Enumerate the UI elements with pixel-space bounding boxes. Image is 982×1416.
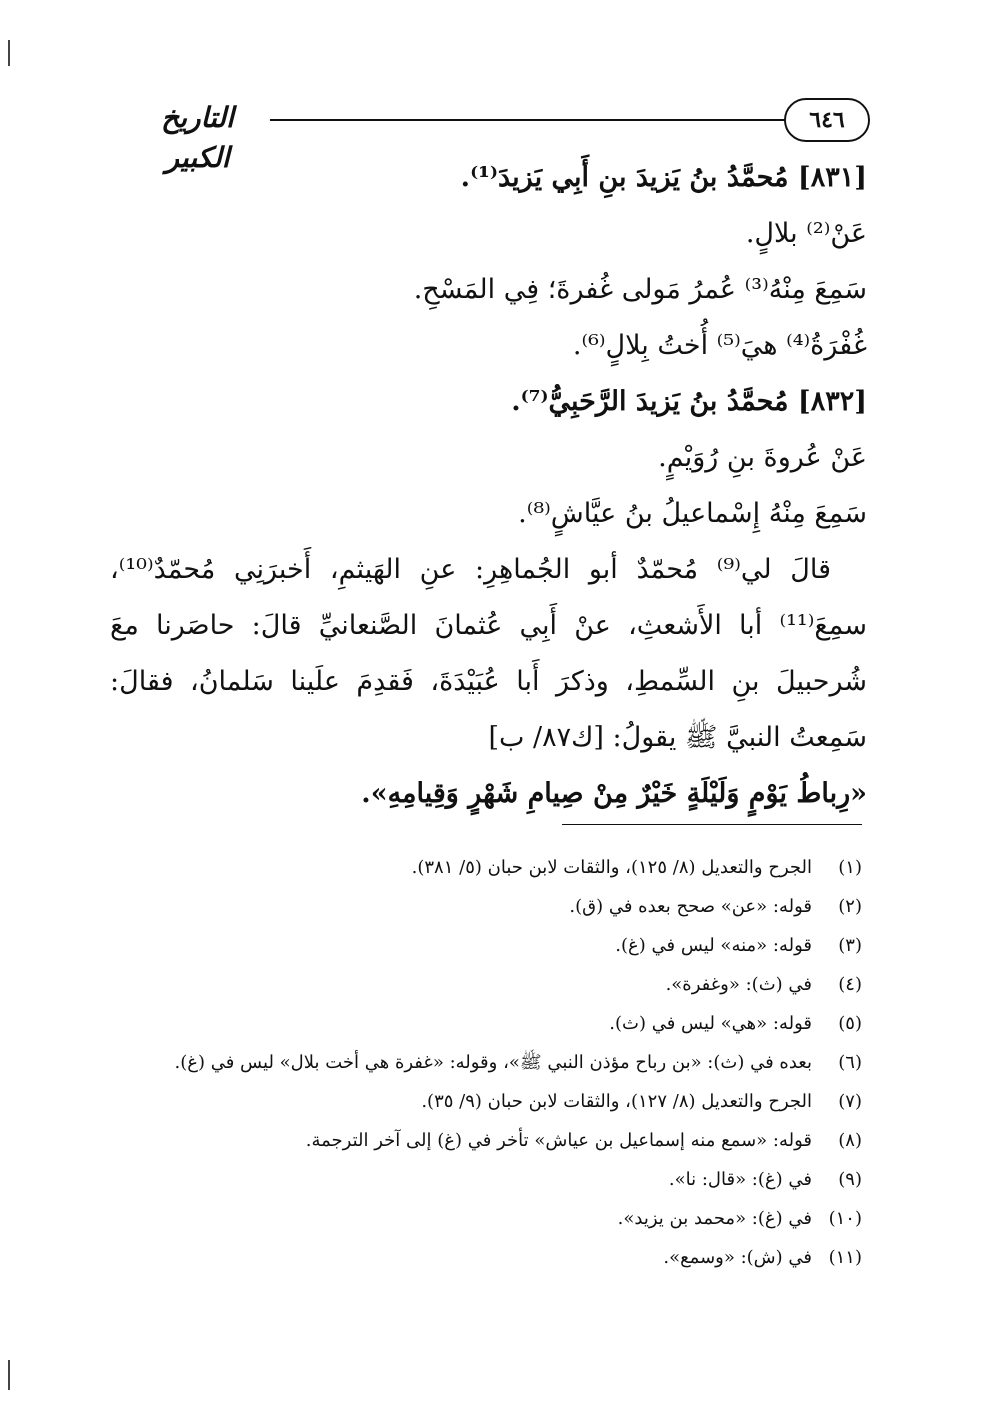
header-rule [270, 119, 786, 121]
running-title: التاريخ الكبير [161, 101, 234, 174]
scan-edge-mark [8, 1360, 10, 1390]
footnote-text: قوله: «عن» صحح بعده في (ق). [569, 896, 812, 917]
footnote-text: الجرح والتعديل (٨/ ١٢٧)، والثقات لابن حبان (٩/ ٣٥). [421, 1091, 812, 1112]
footnote [110, 1160, 862, 1199]
footnote-number: (٥) [838, 1013, 862, 1034]
entry-line: عَنْ عُروةَ بنِ رُوَيْمٍ. [658, 442, 867, 473]
footnote [110, 1004, 862, 1043]
footnote-number: (٣) [838, 935, 862, 956]
footnote-text: في (ش): «وسمع». [663, 1247, 812, 1268]
footnote-number: (١) [838, 857, 862, 878]
footnote [110, 926, 862, 965]
footnote [110, 965, 862, 1004]
footnote-text: في (غ): «قال: نا». [668, 1169, 812, 1190]
footnote-number: (١١) [828, 1247, 862, 1268]
entry-line: عَنْ⁽²⁾ بلالٍ. [745, 218, 867, 249]
entry-line: سَمِعَ مِنْهُ⁽³⁾ عُمرُ مَولى غُفرةَ؛ فِي المَسْحِ. [413, 274, 867, 305]
footnote-number: (٤) [838, 974, 862, 995]
footnote-text: الجرح والتعديل (٨/ ١٢٥)، والثقات لابن حبان (٥/ ٣٨١). [411, 857, 812, 878]
entry-heading: [٨٣٢] مُحمَّدُ بنُ يَزيدَ الرَّحَبِيُّ⁽⁷⁾. [511, 386, 867, 417]
page-number-badge: ٦٤٦ [784, 98, 870, 142]
footnote-text: في (ث): «وغفرة». [665, 974, 812, 995]
footnote-text: قوله: «منه» ليس في (غ). [615, 935, 812, 956]
footnote-number: (١٠) [828, 1208, 862, 1229]
footnote [110, 1199, 862, 1238]
footnote [110, 887, 862, 926]
page-header [130, 98, 870, 174]
entry-line: غُفْرَةُ⁽⁴⁾ هيَ⁽⁵⁾ أُختُ بِلالٍ⁽⁶⁾. [572, 330, 867, 361]
footnote [110, 1121, 862, 1160]
narration-paragraph: قالَ لي⁽⁹⁾ مُحمّدٌ أبو الجُماهِرِ: عنِ الهَيثمِ، أَخبرَنِي مُحمّدٌ⁽¹⁰⁾، سمِعَ⁽¹¹⁾ أبا الأَشعثِ، عنْ أَبِي عُثمانَ الصَّنعانيِّ قالَ: حاصَرنا معَ شُرحبيلَ بنِ السِّمطِ، وذكرَ أَبا عُبَيْدَةَ، فَقدِمَ علَينا سَلمانُ، فقالَ: سَمِعتُ النبيَّ ﷺ يقولُ: [ك٨٧/ ب] [110, 554, 867, 753]
footnotes [110, 848, 862, 1277]
footnote-number: (٦) [838, 1052, 862, 1073]
footnote-text: بعده في (ث): «بن رباح مؤذن النبي ﷺ»، وقوله: «غفرة هي أخت بلال» ليس في (غ). [174, 1052, 812, 1073]
footnote-text: قوله: «هي» ليس في (ث). [609, 1013, 812, 1034]
entry-line: سَمِعَ مِنْهُ إِسْماعيلُ بنُ عيَّاشٍ⁽⁸⁾. [518, 498, 867, 529]
main-text [110, 150, 867, 822]
entry-heading: [٨٣١] مُحمَّدُ بنُ يَزيدَ بنِ أَبِي يَزيدَ⁽¹⁾. [460, 162, 867, 193]
footnote [110, 1238, 862, 1277]
footnote-number: (٩) [838, 1169, 862, 1190]
footnote [110, 1043, 862, 1082]
footnote-number: (٧) [838, 1091, 862, 1112]
hadith-text: «رِباطُ يَوْمٍ وَلَيْلَةٍ خَيْرٌ مِنْ صِيامِ شَهْرٍ وَقِيامِهِ». [361, 778, 867, 809]
scan-edge-mark [8, 40, 10, 66]
footnote [110, 1082, 862, 1121]
footnote-text: في (غ): «محمد بن يزيد». [617, 1208, 812, 1229]
footnote [110, 848, 862, 887]
footnote-text: قوله: «سمع منه إسماعيل بن عياش» تأخر في (غ) إلى آخر الترجمة. [305, 1130, 812, 1151]
footnote-separator [562, 824, 862, 825]
footnote-number: (٢) [838, 896, 862, 917]
footnote-number: (٨) [838, 1130, 862, 1151]
